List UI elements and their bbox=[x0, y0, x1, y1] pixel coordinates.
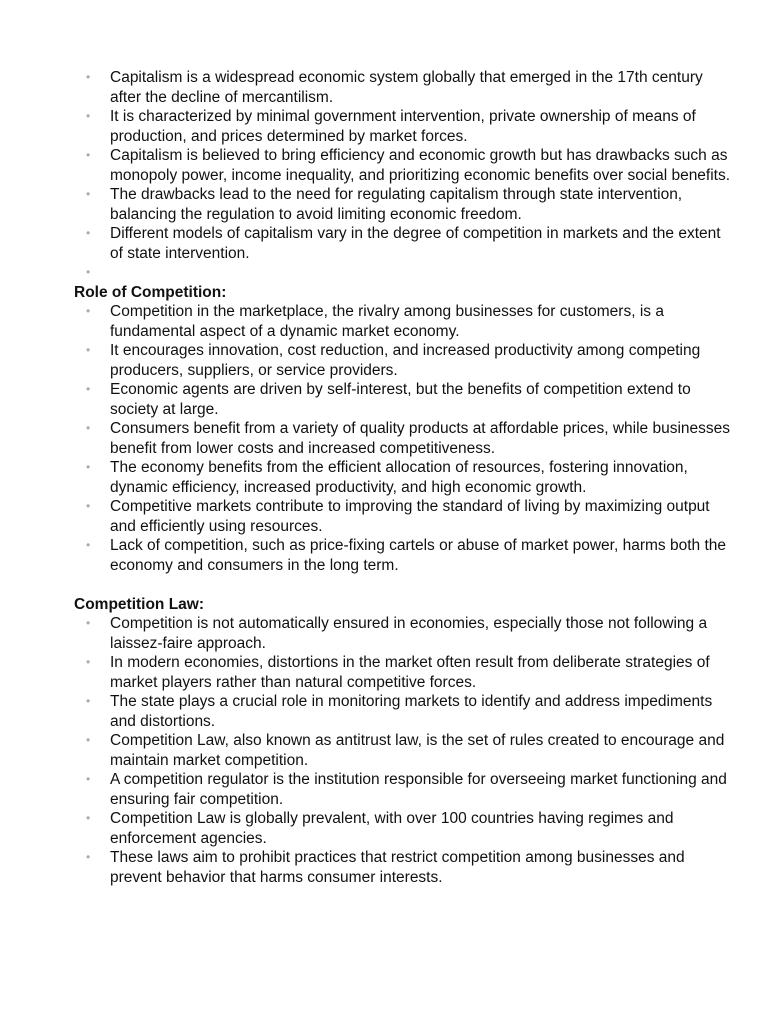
bullet-icon: • bbox=[86, 538, 91, 552]
bullet-icon: • bbox=[86, 304, 91, 318]
list-item: • It encourages innovation, cost reduction, and increased productivity among competing producers, suppliers, or service providers. bbox=[86, 342, 701, 379]
bullet-icon: • bbox=[86, 694, 91, 708]
bullet-icon: • bbox=[86, 616, 91, 630]
list-item: • Competition in the marketplace, the rivalry among businesses for customers, is a fundamental aspect of a dynamic market economy. bbox=[86, 303, 664, 340]
list-item-empty bbox=[74, 263, 732, 283]
bullet-icon: • bbox=[86, 772, 91, 786]
bullet-icon: • bbox=[86, 850, 91, 864]
list-item: • Capitalism is believed to bring efficiency and economic growth but has drawbacks such as monopoly power, income inequality, and prioritizing economic benefits over social benefits. bbox=[86, 147, 731, 184]
bullet-icon: • bbox=[86, 109, 91, 123]
bullet-icon: • bbox=[86, 655, 91, 669]
section-heading-law: Competition Law: bbox=[74, 595, 205, 613]
intro-section bbox=[74, 68, 768, 283]
list-item: • These laws aim to prohibit practices that restrict competition among businesses and prevent behavior that harms consumer interests. bbox=[86, 849, 685, 886]
section-spacer bbox=[74, 575, 768, 595]
list-item: • A competition regulator is the institution responsible for overseeing market functioning and ensuring fair competition. bbox=[86, 771, 727, 808]
list-item: • Competition Law, also known as antitrust law, is the set of rules created to encourage and maintain market competition. bbox=[86, 732, 725, 769]
list-item: • The state plays a crucial role in monitoring markets to identify and address impediments and distortions. bbox=[86, 693, 713, 730]
list-item: • Competition Law is globally prevalent, with over 100 countries having regimes and enforcement agencies. bbox=[86, 810, 674, 847]
law-list bbox=[74, 614, 768, 887]
list-item: • The drawbacks lead to the need for regulating capitalism through state intervention, balancing the regulation to avoid limiting economic freedom. bbox=[86, 186, 683, 223]
list-item: • Economic agents are driven by self-interest, but the benefits of competition extend to society at large. bbox=[86, 381, 691, 418]
bullet-icon: • bbox=[86, 148, 91, 162]
bullet-icon: • bbox=[86, 343, 91, 357]
list-item: • The economy benefits from the efficient allocation of resources, fostering innovation, dynamic efficiency, increased productivity, and high economic growth. bbox=[86, 459, 688, 496]
list-item: • It is characterized by minimal government intervention, private ownership of means of production, and prices determined by market forces. bbox=[86, 108, 696, 145]
bullet-icon: • bbox=[86, 811, 91, 825]
list-item: • Consumers benefit from a variety of quality products at affordable prices, while businesses benefit from lower costs and increased competitiveness. bbox=[86, 420, 731, 457]
bullet-icon: • bbox=[86, 460, 91, 474]
bullet-icon: • bbox=[86, 70, 91, 84]
list-item: • Lack of competition, such as price-fixing cartels or abuse of market power, harms both the economy and consumers in the long term. bbox=[86, 537, 726, 574]
intro-list bbox=[74, 68, 768, 283]
competition-list bbox=[74, 302, 768, 575]
bullet-icon: • bbox=[86, 226, 91, 240]
list-item: • Competition is not automatically ensured in economies, especially those not following a laissez-faire approach. bbox=[86, 615, 708, 652]
bullet-icon: • bbox=[86, 733, 91, 747]
bullet-icon: • bbox=[86, 499, 91, 513]
bullet-icon: • bbox=[86, 421, 91, 435]
section-heading-competition: Role of Competition: bbox=[74, 283, 227, 301]
list-item: • In modern economies, distortions in the market often result from deliberate strategies of market players rather than natural competitive forces. bbox=[86, 654, 710, 691]
law-section bbox=[74, 595, 768, 888]
list-item: • Capitalism is a widespread economic system globally that emerged in the 17th century after the decline of mercantilism. bbox=[86, 69, 703, 106]
bullet-icon: • bbox=[86, 265, 91, 279]
competition-section bbox=[74, 283, 768, 576]
bullet-icon: • bbox=[86, 187, 91, 201]
list-item: • Competitive markets contribute to improving the standard of living by maximizing output and efficiently using resources. bbox=[86, 498, 710, 535]
bullet-icon: • bbox=[86, 382, 91, 396]
list-item: • Different models of capitalism vary in the degree of competition in markets and the extent of state intervention. bbox=[86, 225, 721, 262]
